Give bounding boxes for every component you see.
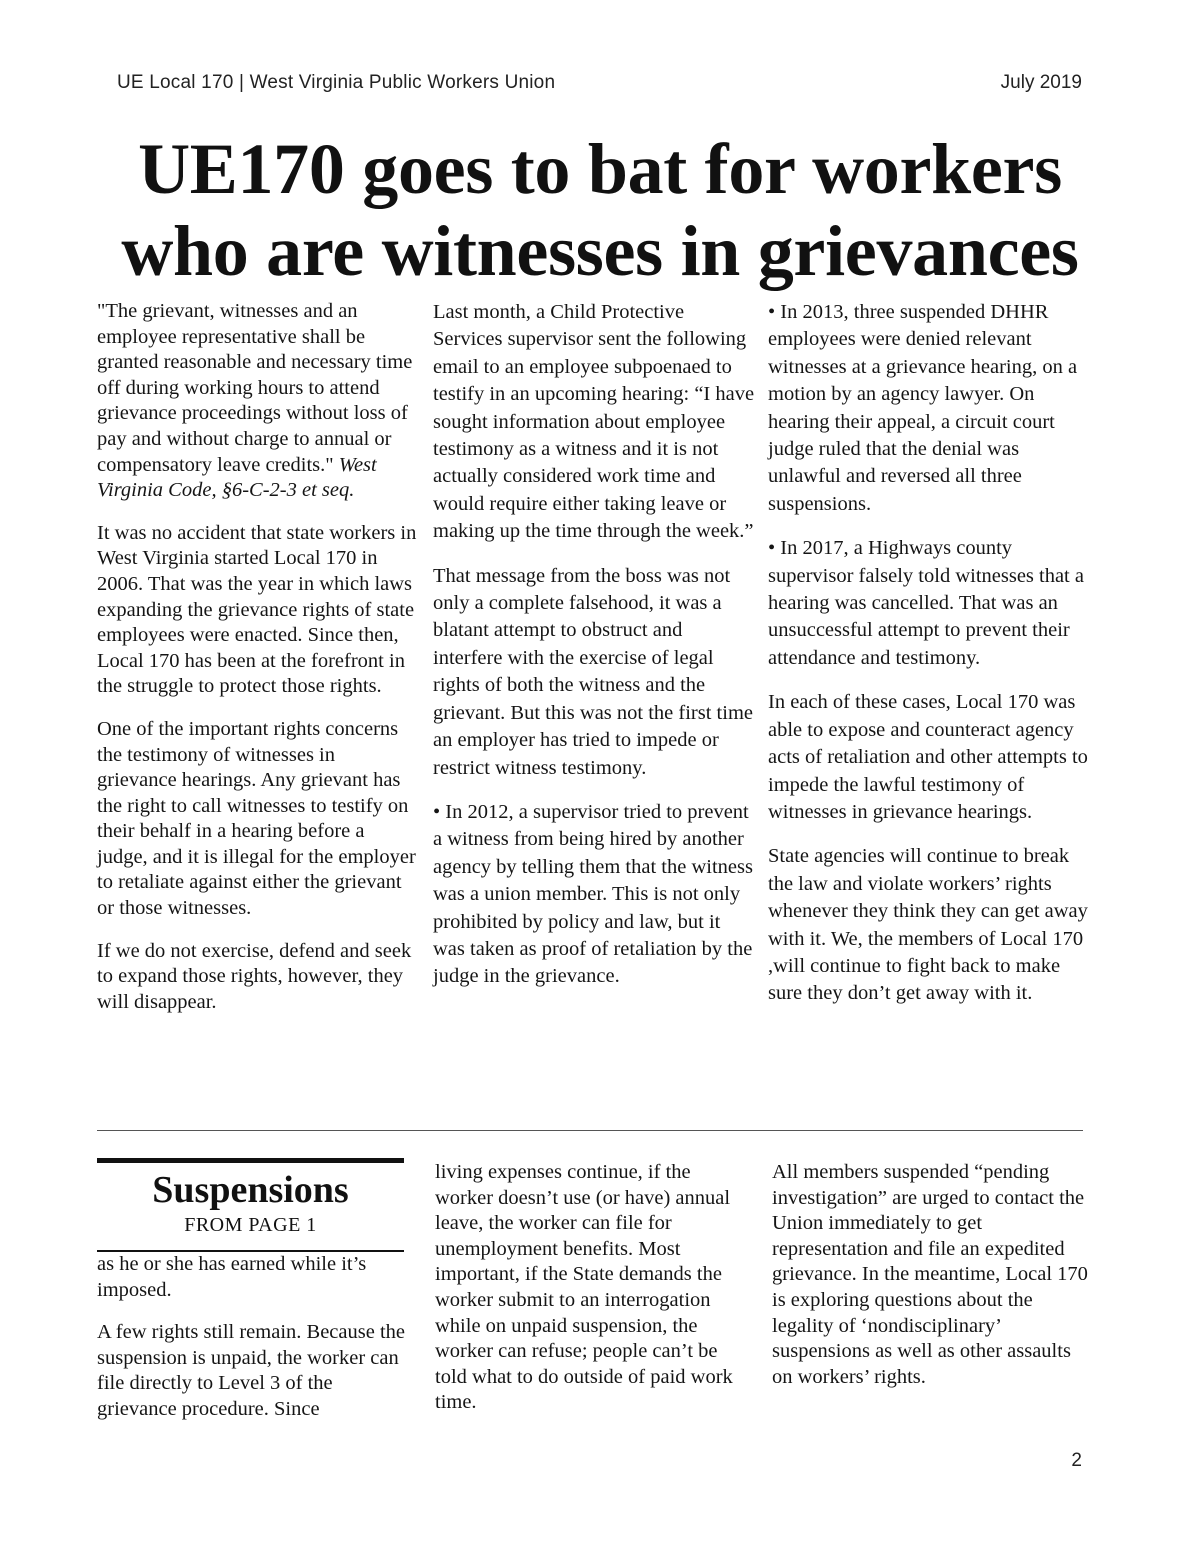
article-paragraph: All members suspended “pending investigation” are urged to contact the Union immediately to get representation and file an expedited grievance. In the meantime, Local 170 is exploring questions about the legality of ‘nondisciplinary’ suspensions as well as other assaults on workers’ rights. xyxy=(772,1161,1088,1388)
headline-line-2: who are witnesses in grievances xyxy=(121,211,1079,291)
suspensions-column-1 xyxy=(97,1252,407,1440)
article-paragraph: • In 2013, three suspended DHHR employees were denied relevant witnesses at a grievance hearing, on a motion by an agency lawyer. On hearing their appeal, a circuit court judge ruled that the denial was unlawful and reversed all three suspensions. xyxy=(768,301,1078,515)
article-paragraph: living expenses continue, if the worker doesn’t use (or have) annual leave, the worker can file for unemployment benefits. Most important, if the State demands the worker submit to an interrogation while on unpaid suspension, the worker can refuse; people can’t be told what to do outside of paid work time. xyxy=(435,1161,733,1414)
article-paragraph: Last month, a Child Protective Services supervisor sent the following email to an employee subpoenaed to testify in an upcoming hearing: “I have sought information about employee testimony as a witness and it is not actually considered work time and would require either taking leave or making up the time through the week.” xyxy=(433,301,755,543)
section-divider xyxy=(97,1130,1083,1131)
article-paragraph: One of the important rights concerns the testimony of witnesses in grievance hearings. Any grievant has the right to call witnesses to testify on their behalf in a hearing before a judge, and it is illegal for the employer to retaliate against either the grievant or those witnesses. xyxy=(97,717,416,920)
article-paragraph: • In 2017, a Highways county supervisor falsely told witnesses that a hearing was cancelled. That was an unsuccessful attempt to prevent their attendance and testimony. xyxy=(768,537,1084,669)
suspensions-column-3 xyxy=(772,1160,1090,1407)
page-number: 2 xyxy=(1071,1450,1082,1471)
suspensions-title: Suspensions xyxy=(152,1169,349,1211)
article-paragraph: In each of these cases, Local 170 was able to expose and counteract agency acts of retaliation and other attempts to impede the lawful testimony of witnesses in grievance hearings. xyxy=(768,691,1088,823)
heading-top-bar xyxy=(97,1158,404,1163)
article-paragraph: That message from the boss was not only a complete falsehood, it was a blatant attempt to obstruct and interfere with the exercise of legal rights of both the witness and the grievant. But this was not the first time an employer has tried to impede or restrict witness testimony. xyxy=(433,564,753,779)
article-paragraph: as he or she has earned while it’s imposed. xyxy=(97,1253,367,1301)
publication-name: UE Local 170 | West Virginia Public Workers Union xyxy=(117,72,556,93)
article-column-3 xyxy=(768,299,1090,1025)
suspensions-column-2 xyxy=(435,1160,753,1433)
quote-text: "The grievant, witnesses and an employee representative shall be granted reasonable and necessary time off during working hours to attend grievance proceedings without loss of pay and without charge to annual or compensatory leave credits." xyxy=(97,300,413,476)
article-paragraph: It was no accident that state workers in West Virginia started Local 170 in 2006. That was the year in which laws expanding the grievance rights of state employees were enacted. Since then, Local 170 has been at the forefront in the struggle to protect those rights. xyxy=(97,521,417,698)
article-paragraph: A few rights still remain. Because the suspension is unpaid, the worker can file directly to Level 3 of the grievance procedure. Since xyxy=(97,1321,405,1420)
article-paragraph: • In 2012, a supervisor tried to prevent a witness from being hired by another agency by telling them that the witness was a union member. This is not only prohibited by policy and law, but it was taken as proof of retaliation by the judge in the grievance. xyxy=(433,800,753,988)
suspensions-heading-box xyxy=(97,1158,404,1252)
article-paragraph: If we do not exercise, defend and seek to expand those rights, however, they will disappear. xyxy=(97,939,412,1013)
continued-from-label: FROM PAGE 1 xyxy=(184,1214,317,1236)
article-paragraph xyxy=(97,299,419,504)
article-column-1 xyxy=(97,299,419,1032)
issue-date: July 2019 xyxy=(1000,72,1082,93)
article-column-2 xyxy=(433,299,755,1008)
headline-line-1: UE170 goes to bat for workers xyxy=(138,129,1062,209)
article-headline xyxy=(0,128,1200,292)
quote-citation: West Virginia Code, §6-C-2-3 et seq. xyxy=(97,453,377,502)
article-paragraph: State agencies will continue to break the law and violate workers’ rights whenever they think they can get away with it. We, the members of Local 170 ,will continue to fight back to make sure they don’t get away with it. xyxy=(768,845,1088,1005)
